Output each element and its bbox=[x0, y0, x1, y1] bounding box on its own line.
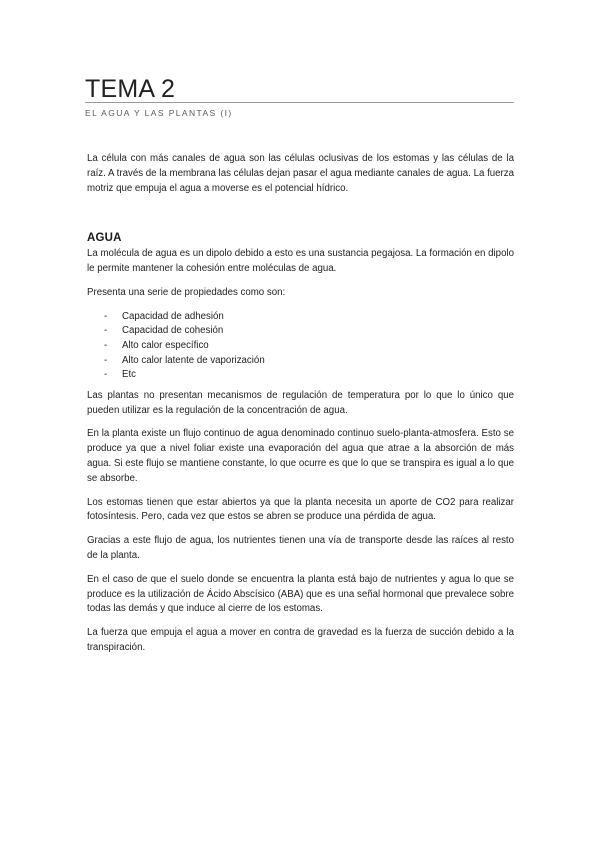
paragraph-succion: La fuerza que empuja el agua a mover en contra de gravedad es la fuerza de succión debido a la transpiración. bbox=[87, 627, 514, 653]
properties-list bbox=[87, 310, 514, 383]
page-subtitle: EL AGUA Y LAS PLANTAS (I) bbox=[85, 108, 233, 118]
paragraph-flujo-continuo: En la planta existe un flujo continuo de agua denominado continuo suelo-planta-atmosfera. Esto se produce ya que a nivel foliar existe una evaporación del agua que atrae a la absorción de más agua. Si este flujo se mantiene constante, lo que ocurre es que lo que se transpira es igual a lo que se absorbe. bbox=[87, 428, 514, 484]
list-dash: - bbox=[104, 369, 108, 381]
list-dash: - bbox=[104, 310, 108, 322]
list-item-text: Alto calor latente de vaporización bbox=[122, 354, 265, 366]
list-item-text: Alto calor específico bbox=[122, 339, 209, 351]
paragraph-aba: En el caso de que el suelo donde se encuentra la planta está bajo de nutrientes y agua lo que se produce es la utilización de Ácido Abscísico (ABA) que es una señal hormonal que prevalece sobre todas las demás y que induce al cierre de los estomas. bbox=[87, 573, 514, 615]
paragraph-nutrientes: Gracias a este flujo de agua, los nutrientes tienen una vía de transporte desde las raíces al resto de la planta. bbox=[87, 535, 514, 561]
list-item bbox=[87, 368, 514, 383]
section-heading-agua: AGUA bbox=[87, 232, 122, 245]
list-item bbox=[87, 354, 514, 369]
intro-paragraph: La célula con más canales de agua son las células oclusivas de los estomas y las células de la raíz. A través de la membrana las células dejan pasar el agua mediante canales de agua. La fuerza motriz que empuja el agua a moverse es el potencial hídrico. bbox=[87, 153, 514, 194]
list-dash: - bbox=[104, 339, 108, 351]
list-item-text: Capacidad de adhesión bbox=[122, 310, 224, 322]
list-item bbox=[87, 324, 514, 339]
paragraph-propiedades-intro: Presenta una serie de propiedades como son: bbox=[87, 286, 286, 298]
page-title: TEMA 2 bbox=[85, 75, 176, 103]
document-body bbox=[87, 152, 514, 665]
title-divider bbox=[85, 102, 514, 103]
list-item bbox=[87, 310, 514, 325]
list-dash: - bbox=[104, 325, 108, 337]
paragraph-estomas: Los estomas tienen que estar abiertos ya que la planta necesita un aporte de CO2 para realizar fotosíntesis. Pero, cada vez que estos se abren se produce una pérdida de agua. bbox=[87, 496, 514, 523]
list-dash: - bbox=[104, 354, 108, 366]
paragraph-dipolo: La molécula de agua es un dipolo debido a esto es una sustancia pegajosa. La formación en dipolo le permite mantener la cohesión entre moléculas de agua. bbox=[87, 248, 514, 275]
list-item-text: Capacidad de cohesión bbox=[122, 325, 224, 337]
list-item bbox=[87, 339, 514, 354]
list-item-text: Etc bbox=[122, 369, 136, 381]
paragraph-regulacion: Las plantas no presentan mecanismos de regulación de temperatura por lo que lo único que pueden utilizar es la regulación de la concentración de agua. bbox=[87, 389, 514, 416]
